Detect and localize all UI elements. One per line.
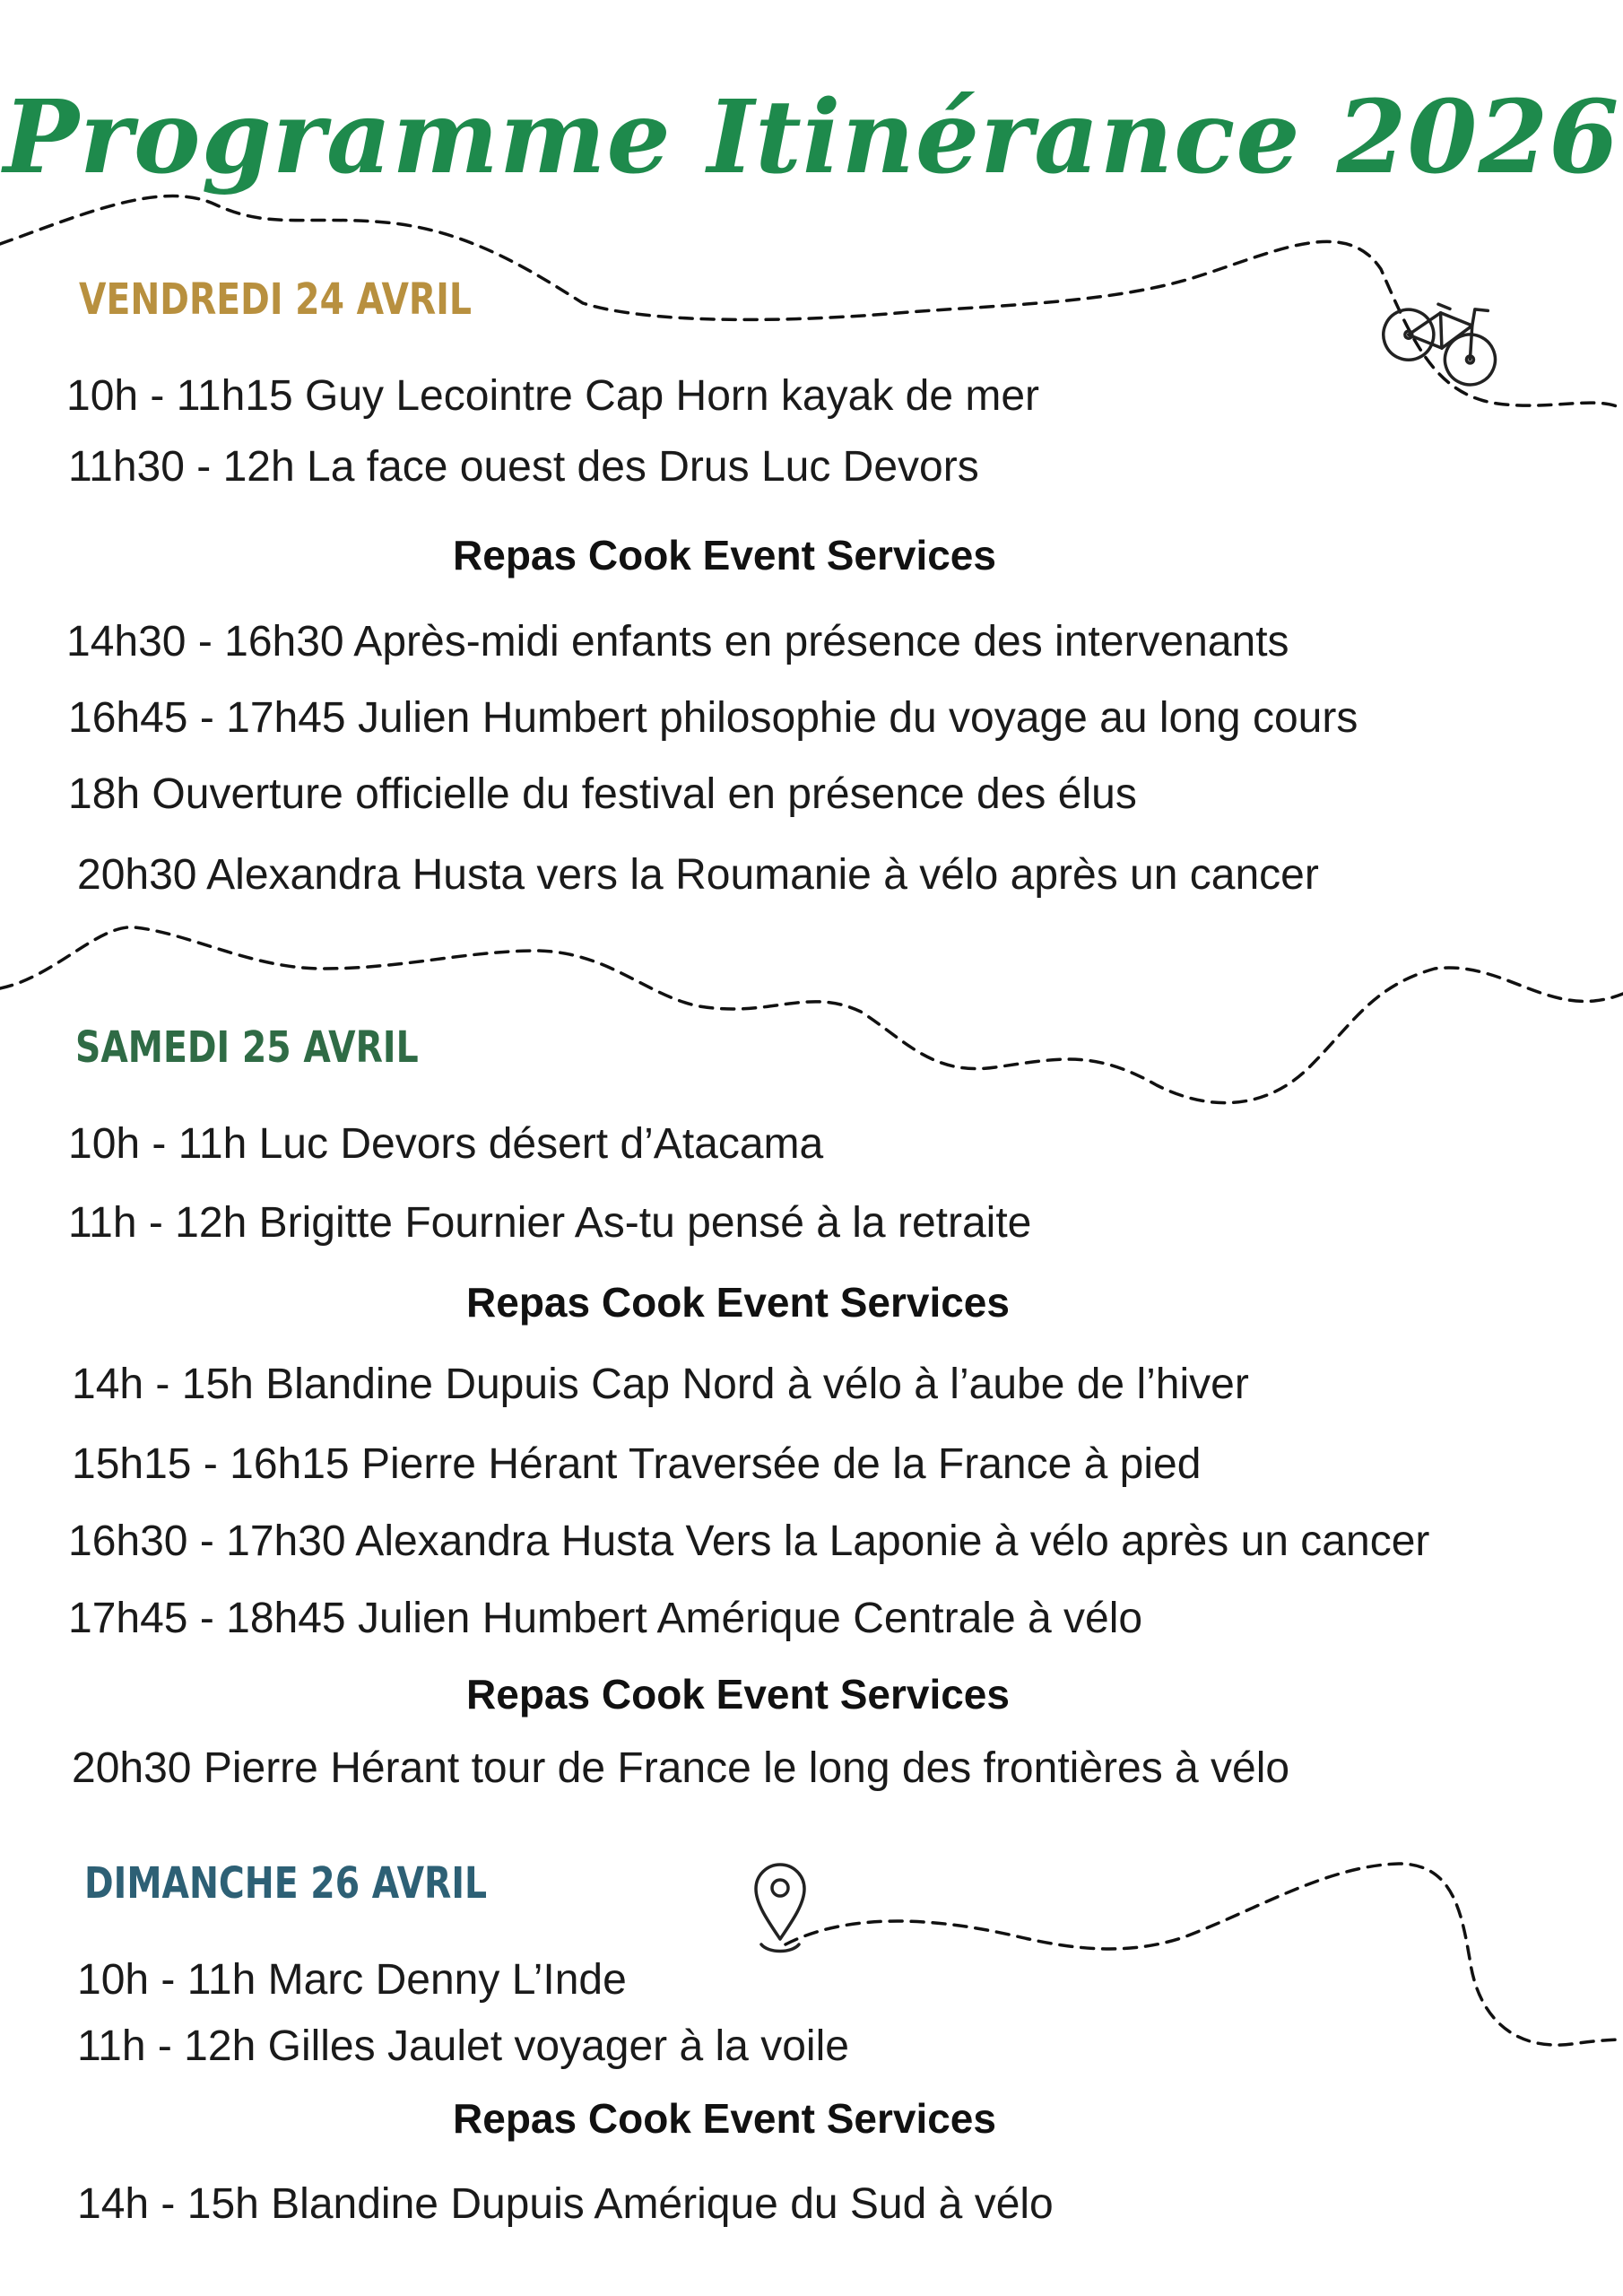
schedule-item: 15h15 - 16h15 Pierre Hérant Traversée de la France à pied <box>72 1440 1202 1488</box>
schedule-item: 20h30 Pierre Hérant tour de France le long des frontières à vélo <box>72 1744 1290 1792</box>
day-heading-sunday: DIMANCHE 26 AVRIL <box>84 1858 488 1909</box>
schedule-item: 17h45 - 18h45 Julien Humbert Amérique Centrale à vélo <box>68 1595 1143 1642</box>
schedule-item: 18h Ouverture officielle du festival en présence des élus <box>68 770 1137 818</box>
day-heading-saturday: SAMEDI 25 AVRIL <box>75 1022 419 1073</box>
meal-break: Repas Cook Event Services <box>453 532 996 578</box>
schedule-item: 10h - 11h Marc Denny L’Inde <box>77 1956 627 2004</box>
meal-break: Repas Cook Event Services <box>453 2095 996 2142</box>
bicycle-icon <box>1376 269 1511 404</box>
schedule-item: 20h30 Alexandra Husta vers la Roumanie à vélo après un cancer <box>77 851 1319 899</box>
schedule-item: 16h30 - 17h30 Alexandra Husta Vers la Laponie à vélo après un cancer <box>68 1518 1430 1565</box>
schedule-item: 11h - 12h Brigitte Fournier As-tu pensé à la retraite <box>68 1199 1032 1247</box>
map-pin-icon <box>749 1858 812 1957</box>
page-title: Programme Itinérance 2026 <box>3 79 1620 196</box>
schedule-item: 14h - 15h Blandine Dupuis Cap Nord à vélo à l’aube de l’hiver <box>72 1361 1249 1408</box>
schedule-item: 11h30 - 12h La face ouest des Drus Luc Devors <box>68 443 979 491</box>
schedule-item: 14h30 - 16h30 Après-midi enfants en présence des intervenants <box>66 618 1289 665</box>
schedule-item: 16h45 - 17h45 Julien Humbert philosophie du voyage au long cours <box>68 694 1358 742</box>
schedule-item: 10h - 11h Luc Devors désert d’Atacama <box>68 1120 824 1168</box>
day-heading-friday: VENDREDI 24 AVRIL <box>79 274 472 325</box>
meal-break: Repas Cook Event Services <box>466 1279 1010 1326</box>
schedule-item: 10h - 11h15 Guy Lecointre Cap Horn kayak de mer <box>66 372 1040 420</box>
schedule-item: 11h - 12h Gilles Jaulet voyager à la voile <box>77 2022 849 2070</box>
meal-break: Repas Cook Event Services <box>466 1671 1010 1718</box>
schedule-item: 14h - 15h Blandine Dupuis Amérique du Sud à vélo <box>77 2180 1054 2228</box>
